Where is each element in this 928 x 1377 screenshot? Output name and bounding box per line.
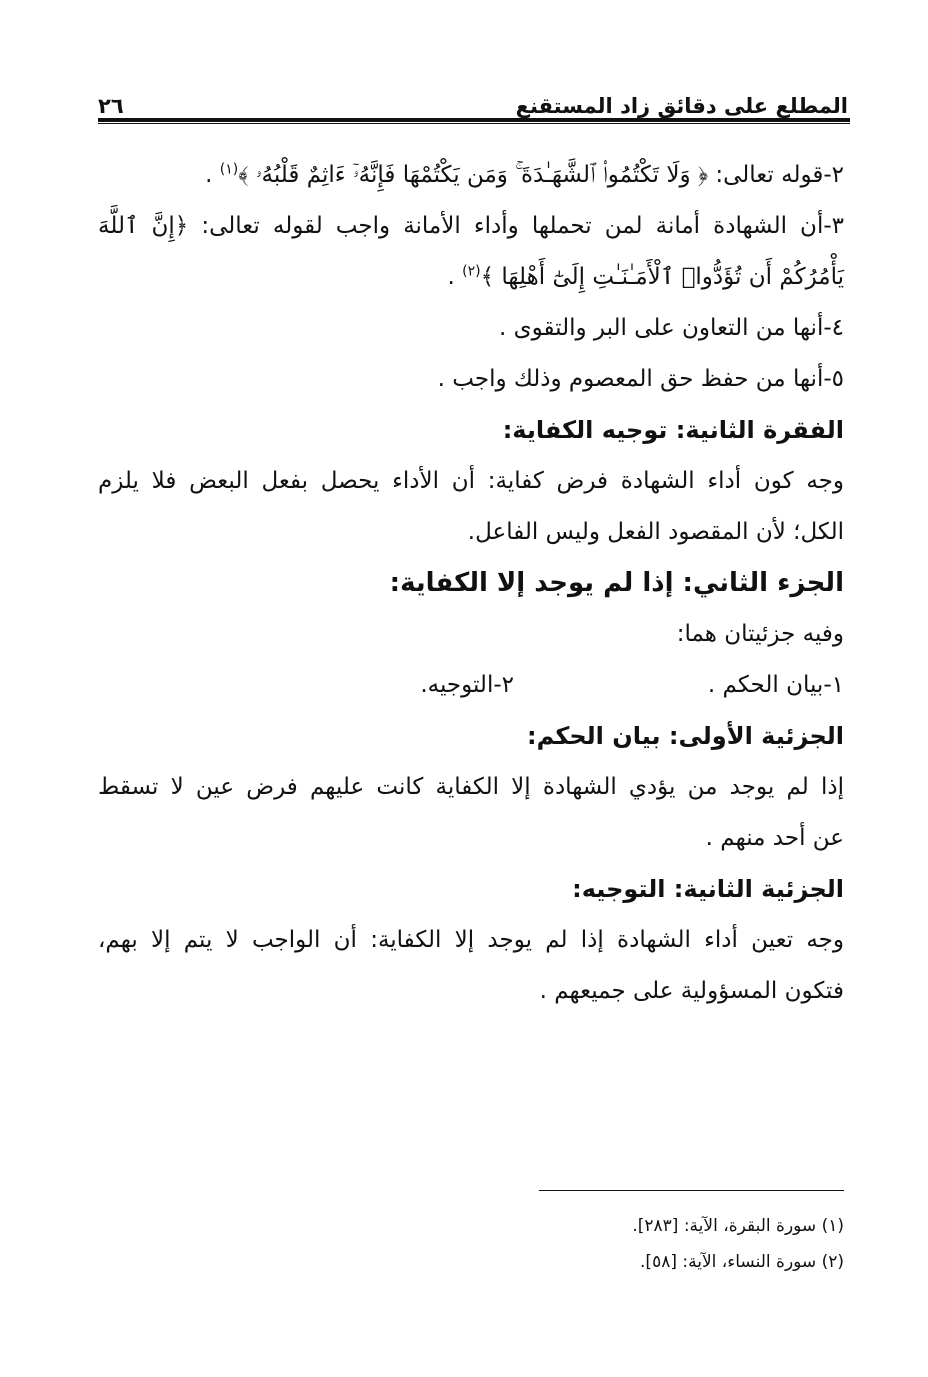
running-title: المطلع على دقائق زاد المستقنع	[515, 94, 848, 118]
main-text	[98, 150, 844, 1017]
section-heading-kifaya: الفقرة الثانية: توجيه الكفاية:	[502, 416, 844, 444]
paragraph-2-line-1: إذا لم يوجد من يؤدي الشهادة إلا الكفاية كانت عليهم فرض عين لا تسقط	[98, 774, 844, 800]
part-two-heading: الجزء الثاني: إذا لم يوجد إلا الكفاية:	[389, 568, 844, 598]
sub-items-row	[98, 660, 844, 711]
footnotes	[632, 1208, 844, 1280]
point-3-end: .	[447, 264, 463, 290]
point-5: ٥-أنها من حفظ حق المعصوم وذلك واجب .	[437, 366, 844, 392]
point-2	[98, 150, 844, 201]
page-number: ٢٦	[98, 94, 124, 118]
page-header	[98, 78, 848, 118]
paragraph-2-line-2: عن أحد منهم .	[705, 825, 844, 851]
point-2-text: ٢-قوله تعالى: ﴿ وَلَا تَكْتُمُوا۟ ٱلشَّهَـٰدَةَ ۚ وَمَن يَكْتُمْهَا فَإِنَّهُۥٓ ءَاثِمٌ قَلْبُهُۥ ﴾	[238, 162, 844, 188]
point-3-verse: يَأْمُرُكُمْ أَن تُؤَدُّوا۟ ٱلْأَمَـٰنَـٰتِ إِلَىٰٓ أَهْلِهَا ﴾	[480, 264, 844, 290]
point-3-line-2	[98, 252, 844, 303]
sub-item-2: ٢-التوجيه.	[420, 672, 514, 698]
sub-item-1: ١-بيان الحكم .	[707, 672, 844, 698]
subsection-heading-ruling: الجزئية الأولى: بيان الحكم:	[526, 722, 844, 750]
paragraph-1-line-2: الكل؛ لأن المقصود الفعل وليس الفاعل.	[467, 519, 844, 545]
subsection-heading-tawjih: الجزئية الثانية: التوجيه:	[572, 875, 844, 903]
paragraph-3-line-1: وجه تعين أداء الشهادة إذا لم يوجد إلا الكفاية: أن الواجب لا يتم إلا بهم،	[98, 927, 844, 953]
footnote-rule	[539, 1190, 844, 1191]
point-2-end: .	[205, 162, 220, 188]
footnote-2: (٢) سورة النساء، الآية: [٥٨].	[640, 1252, 844, 1272]
footnote-ref-1[interactable]: (١)	[219, 161, 239, 178]
footnote-1: (١) سورة البقرة، الآية: [٢٨٣].	[632, 1216, 844, 1236]
footnote-ref-2[interactable]: (٢)	[462, 263, 481, 280]
point-3-line-1: ٣-أن الشهادة أمانة لمن تحملها وأداء الأمانة واجب لقوله تعالى: ﴿إِنَّ ٱللَّهَ	[98, 213, 844, 239]
header-rule	[98, 118, 850, 124]
paragraph-3-line-2: فتكون المسؤولية على جميعهم .	[539, 978, 844, 1004]
intro-line: وفيه جزئيتان هما:	[676, 621, 844, 647]
point-4: ٤-أنها من التعاون على البر والتقوى .	[498, 315, 844, 341]
paragraph-1-line-1: وجه كون أداء الشهادة فرض كفاية: أن الأداء يحصل بفعل البعض فلا يلزم	[98, 468, 844, 494]
